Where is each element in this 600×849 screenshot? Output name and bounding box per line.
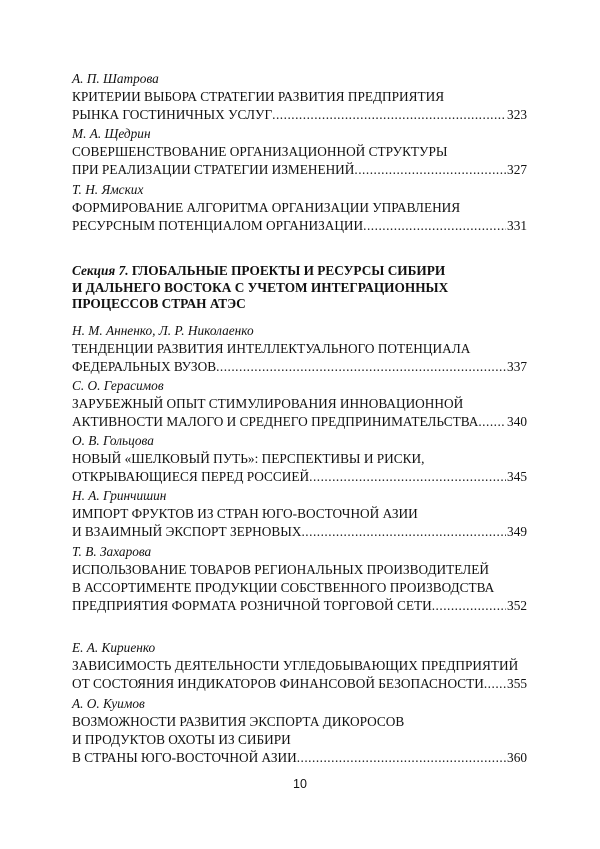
section-title-line: ПРОЦЕССОВ СТРАН АТЭС bbox=[72, 296, 246, 311]
entry-title-line: ИСПОЛЬЗОВАНИЕ ТОВАРОВ РЕГИОНАЛЬНЫХ ПРОИЗВОДИТЕЛЕЙ bbox=[72, 562, 489, 577]
entry-title-line: ПРЕДПРИЯТИЯ ФОРМАТА РОЗНИЧНОЙ ТОРГОВОЙ СЕТИ bbox=[72, 598, 432, 613]
entry-author: О. В. Гольцова bbox=[72, 433, 154, 448]
entry-title-last-line bbox=[72, 413, 527, 431]
entry-title-line: ОТ СОСТОЯНИЯ ИНДИКАТОРОВ ФИНАНСОВОЙ БЕЗОПАСНОСТИ bbox=[72, 676, 484, 691]
section-label: Секция 7. bbox=[72, 263, 129, 278]
entry-title-line: И ПРОДУКТОВ ОХОТЫ ИЗ СИБИРИ bbox=[72, 732, 291, 747]
section-heading bbox=[72, 263, 527, 313]
entry-title-last-line bbox=[72, 523, 527, 541]
entry-author: С. О. Герасимов bbox=[72, 378, 164, 393]
dot-leader bbox=[478, 413, 506, 431]
entry-page-number: 327 bbox=[507, 162, 527, 177]
toc-entry bbox=[72, 377, 527, 431]
entry-title-line: В СТРАНЫ ЮГО-ВОСТОЧНОЙ АЗИИ bbox=[72, 750, 297, 765]
toc-entry bbox=[72, 487, 527, 541]
entry-author: Е. А. Кириенко bbox=[72, 640, 156, 655]
entry-title-line: ЗАВИСИМОСТЬ ДЕЯТЕЛЬНОСТИ УГЛЕДОБЫВАЮЩИХ ПРЕДПРИЯТИЙ bbox=[72, 658, 519, 673]
toc-entry bbox=[72, 181, 527, 235]
section-title-line: И ДАЛЬНЕГО ВОСТОКА С УЧЕТОМ ИНТЕГРАЦИОННЫХ bbox=[72, 279, 449, 295]
entry-title-last-line bbox=[72, 106, 527, 124]
dot-leader bbox=[216, 358, 506, 376]
entry-title-line: ИМПОРТ ФРУКТОВ ИЗ СТРАН ЮГО-ВОСТОЧНОЙ АЗИИ bbox=[72, 506, 418, 521]
entry-title-line: ФОРМИРОВАНИЕ АЛГОРИТМА ОРГАНИЗАЦИИ УПРАВЛЕНИЯ bbox=[72, 200, 461, 215]
entry-page-number: 331 bbox=[507, 218, 527, 233]
toc-entry bbox=[72, 322, 527, 376]
entry-title-line: ОТКРЫВАЮЩИЕСЯ ПЕРЕД РОССИЕЙ bbox=[72, 469, 310, 484]
entry-page-number: 355 bbox=[507, 676, 527, 691]
toc-entry bbox=[72, 70, 527, 124]
entry-title-line: РЕСУРСНЫМ ПОТЕНЦИАЛОМ ОРГАНИЗАЦИИ bbox=[72, 218, 364, 233]
entry-title-line: И ВЗАИМНЫЙ ЭКСПОРТ ЗЕРНОВЫХ bbox=[72, 524, 302, 539]
toc-entry bbox=[72, 639, 527, 693]
dot-leader bbox=[354, 161, 506, 179]
toc-entry bbox=[72, 432, 527, 486]
toc-entry bbox=[72, 125, 527, 179]
entry-title-line: ФЕДЕРАЛЬНЫХ ВУЗОВ bbox=[72, 359, 217, 374]
entry-title-line: В АССОРТИМЕНТЕ ПРОДУКЦИИ СОБСТВЕННОГО ПРОИЗВОДСТВА bbox=[72, 580, 495, 595]
entry-author: М. А. Щедрин bbox=[72, 126, 151, 141]
entry-page-number: 340 bbox=[507, 414, 527, 429]
entry-page-number: 323 bbox=[507, 107, 527, 122]
entry-author: Н. М. Анненко, Л. Р. Николаенко bbox=[72, 323, 254, 338]
dot-leader bbox=[301, 523, 506, 541]
entry-author: А. П. Шатрова bbox=[72, 71, 159, 86]
entry-title-last-line bbox=[72, 468, 527, 486]
entry-title-line: СОВЕРШЕНСТВОВАНИЕ ОРГАНИЗАЦИОННОЙ СТРУКТУРЫ bbox=[72, 144, 448, 159]
entry-title-line: ТЕНДЕНЦИИ РАЗВИТИЯ ИНТЕЛЛЕКТУАЛЬНОГО ПОТЕНЦИАЛА bbox=[72, 341, 471, 356]
entry-title-last-line bbox=[72, 675, 527, 693]
dot-leader bbox=[309, 468, 506, 486]
entry-title-last-line bbox=[72, 217, 527, 235]
entry-title-last-line bbox=[72, 749, 527, 767]
page-number: 10 bbox=[293, 777, 307, 791]
entry-page-number: 345 bbox=[507, 469, 527, 484]
entry-title-line: НОВЫЙ «ШЕЛКОВЫЙ ПУТЬ»: ПЕРСПЕКТИВЫ И РИСКИ, bbox=[72, 451, 425, 466]
entry-page-number: 352 bbox=[507, 598, 527, 613]
dot-leader bbox=[484, 675, 506, 693]
entry-author: Т. Н. Ямских bbox=[72, 182, 144, 197]
entry-title-line: ВОЗМОЖНОСТИ РАЗВИТИЯ ЭКСПОРТА ДИКОРОСОВ bbox=[72, 714, 405, 729]
entry-title-line: РЫНКА ГОСТИНИЧНЫХ УСЛУГ bbox=[72, 107, 273, 122]
entry-author: Н. А. Гринчишин bbox=[72, 488, 167, 503]
entry-title-last-line bbox=[72, 358, 527, 376]
toc-entry bbox=[72, 695, 527, 767]
entry-title-line: ПРИ РЕАЛИЗАЦИИ СТРАТЕГИИ ИЗМЕНЕНИЙ bbox=[72, 162, 355, 177]
section-title-line: ГЛОБАЛЬНЫЕ ПРОЕКТЫ И РЕСУРСЫ СИБИРИ bbox=[131, 263, 446, 278]
entry-page-number: 360 bbox=[507, 750, 527, 765]
entry-title-last-line bbox=[72, 597, 527, 615]
toc-entry bbox=[72, 543, 527, 615]
dot-leader bbox=[432, 597, 506, 615]
dot-leader bbox=[363, 217, 506, 235]
entry-title-last-line bbox=[72, 161, 527, 179]
entry-author: Т. В. Захарова bbox=[72, 544, 152, 559]
dot-leader bbox=[272, 106, 506, 124]
entry-title-line: АКТИВНОСТИ МАЛОГО И СРЕДНЕГО ПРЕДПРИНИМАТЕЛЬСТВА bbox=[72, 414, 479, 429]
dot-leader bbox=[297, 749, 506, 767]
entry-title-line: КРИТЕРИИ ВЫБОРА СТРАТЕГИИ РАЗВИТИЯ ПРЕДПРИЯТИЯ bbox=[72, 89, 445, 104]
entry-page-number: 337 bbox=[507, 359, 527, 374]
entry-title-line: ЗАРУБЕЖНЫЙ ОПЫТ СТИМУЛИРОВАНИЯ ИННОВАЦИОННОЙ bbox=[72, 396, 464, 411]
entry-page-number: 349 bbox=[507, 524, 527, 539]
entry-author: А. О. Куимов bbox=[72, 696, 145, 711]
